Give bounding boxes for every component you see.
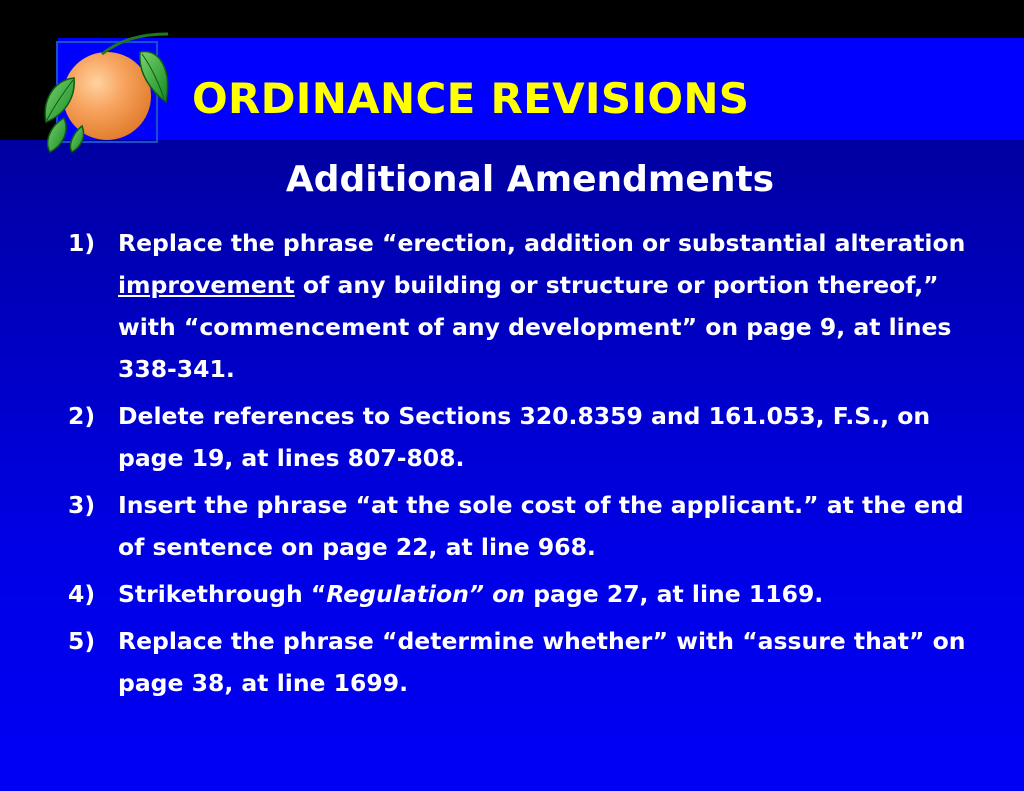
amendment-text-continued: of any building or structure or portion thereof,” with “commencement of any development” on page 9, at lines 338-341.	[118, 271, 952, 383]
amendment-number: 3)	[68, 491, 96, 519]
slide-title: ORDINANCE REVISIONS	[192, 74, 750, 123]
amendment-number: 4)	[68, 580, 96, 608]
amendment-number: 2)	[68, 402, 96, 430]
amendment-item-1	[68, 222, 988, 390]
amendment-number: 5)	[68, 627, 96, 655]
amendment-text: Replace the phrase “determine whether” with “assure that” on page 38, at line 1699.	[118, 627, 966, 697]
amendments-list	[68, 222, 988, 709]
amendment-text: Replace the phrase “erection, addition or substantial alteration	[118, 229, 966, 257]
amendment-item-4	[68, 573, 988, 615]
amendment-text: Delete references to Sections 320.8359 and 161.053, F.S., on page 19, at lines 807-808.	[118, 402, 931, 472]
amendment-text: Insert the phrase “at the sole cost of the applicant.” at the end of sentence on page 22, at line 968.	[118, 491, 964, 561]
underlined-term: improvement	[118, 271, 295, 299]
amendment-item-5	[68, 620, 988, 704]
amendment-number: 1)	[68, 229, 96, 257]
amendment-text-continued: page 27, at line 1169.	[525, 580, 824, 608]
italic-term: Regulation” on	[326, 580, 526, 608]
slide-subtitle: Additional Amendments	[285, 159, 775, 200]
orange-with-leaves-icon	[40, 30, 175, 155]
amendment-item-2	[68, 395, 988, 479]
amendment-text: Strikethrough “	[118, 580, 327, 608]
amendment-item-3	[68, 484, 988, 568]
